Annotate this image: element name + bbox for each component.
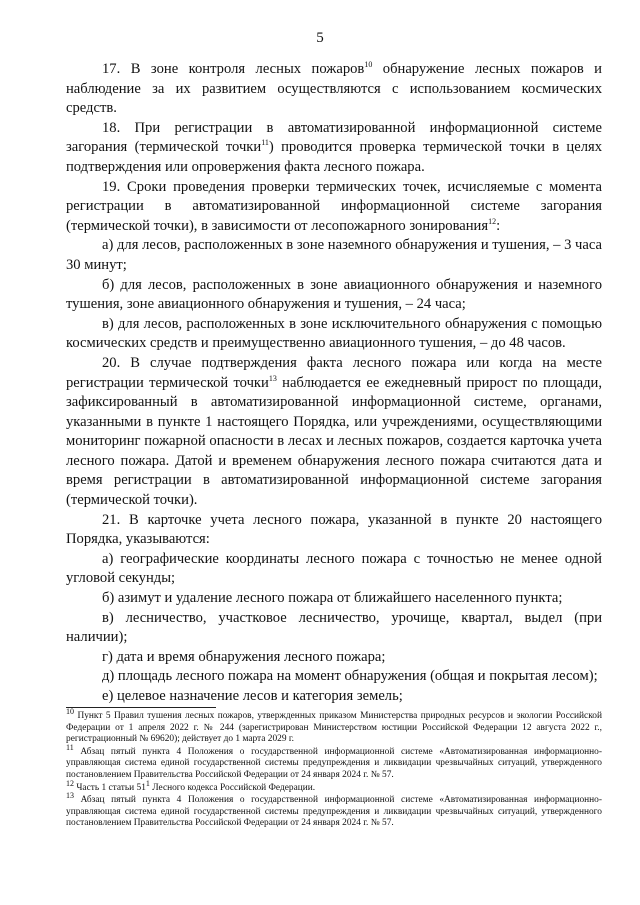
paragraph-text: обнаружение лесных пожаров и наблюдение за их развитием осуществляются с использованием космических средств. <box>66 61 602 117</box>
paragraph-21e <box>66 687 602 707</box>
paragraph-21a <box>66 550 602 589</box>
paragraph-19a <box>66 236 602 275</box>
paragraph-text: 19. Сроки проведения проверки термических точек, исчисляемые с момента регистрации в автоматизированной информационной системе загорания (термической точки), в зависимости от лесопожарного зонирования <box>66 178 602 234</box>
footnote-10 <box>66 706 602 746</box>
footnote-ref: 1 <box>145 778 150 788</box>
paragraph-21d <box>66 667 602 687</box>
paragraph-text: а) для лесов, расположенных в зоне наземного обнаружения и тушения, – 3 часа 30 минут; <box>66 237 602 273</box>
footnote-text: Лесного кодекса Российской Федерации. <box>149 782 316 793</box>
paragraph-21g <box>66 648 602 668</box>
footnote-mark: 11 <box>66 742 74 752</box>
footnote-text: Абзац пятый пункта 4 Положения о государственной информационной системе «Автоматизированная информационно-управляющая система единой государственной системы предупреждения и ликвидации чрезвычайных ситуаций, утвержденного постановлением Правительства Российской Федерации от 24 января 2024 г. № 57. <box>66 795 602 829</box>
body-text <box>66 60 602 707</box>
paragraph-21 <box>66 511 602 550</box>
paragraph-text: 17. В зоне контроля лесных пожаров <box>102 61 365 77</box>
paragraph-text: б) азимут и удаление лесного пожара от ближайшего населенного пункта; <box>102 590 563 607</box>
paragraph-text: 20. В случае подтверждения факта лесного пожара или когда на месте регистрации термической точки <box>66 354 602 391</box>
paragraph-text: а) географические координаты лесного пожара с точностью не менее одной угловой секунды; <box>66 550 602 587</box>
footnote-11 <box>66 742 602 782</box>
footnote-13 <box>66 791 602 830</box>
footnotes <box>66 706 602 831</box>
paragraph-text: в) для лесов, расположенных в зоне исключительного обнаружения с помощью космических средств и преимущественно авиационного тушения, – до 48 часов. <box>66 315 602 352</box>
paragraph-text: наблюдается ее ежедневный прирост по площади, зафиксированный в автоматизированной информационной системе, органами, указанными в пункте 1 настоящего Порядка, или учреждениями, осуществляющими мониторинг пожарной опасности в лесах и лесных пожаров, создается карточка учета лесного пожара. Датой и временем обнаружения лесного пожара считаются дата и время регистрации в автоматизированной информационной системе загорания (термической точки). <box>66 374 602 509</box>
footnote-ref: 12 <box>488 216 497 226</box>
footnote-ref: 11 <box>261 138 269 148</box>
paragraph-text: : <box>496 217 501 234</box>
footnote-ref: 10 <box>364 60 373 70</box>
paragraph-19v <box>66 315 602 354</box>
footnote-mark: 13 <box>66 791 74 801</box>
footnote-mark: 12 <box>66 778 74 788</box>
paragraph-text: в) лесничество, участковое лесничество, урочище, квартал, выдел (при наличии); <box>66 609 602 646</box>
paragraph-text: е) целевое назначение лесов и категория земель; <box>102 688 403 704</box>
paragraph-19b <box>66 276 602 315</box>
paragraph-text: б) для лесов, расположенных в зоне авиационного обнаружения и наземного тушения, зоне авиационного обнаружения и тушения, – 24 часа; <box>66 276 602 313</box>
paragraph-text: ) проводится проверка термической точки в целях подтверждения или опровержения факта лесного пожара. <box>66 139 603 175</box>
paragraph-text: 21. В карточке учета лесного пожара, указанной в пункте 20 настоящего Порядка, указываются: <box>66 511 602 548</box>
paragraph-text: 18. При регистрации в автоматизированной информационной системе загорания (термической точки <box>66 119 602 156</box>
paragraph-19 <box>66 178 602 237</box>
paragraph-21b <box>66 589 602 609</box>
footnote-divider <box>66 707 216 708</box>
paragraph-21v <box>66 609 602 648</box>
paragraph-18 <box>66 119 602 178</box>
paragraph-17 <box>66 60 602 119</box>
footnote-text: Часть 1 статьи 51 <box>74 782 146 793</box>
footnote-text: Пункт 5 Правил тушения лесных пожаров, утвержденных приказом Министерства природных ресурсов и экологии Российской Федерации от 1 апреля 2022 г. № 244 (зарегистрирован Министерством юстиции Российской Федерации 12 августа 2022 г., регистрационный № 69620); действует до 1 марта 2029 г. <box>66 711 602 745</box>
paragraph-20 <box>66 354 602 511</box>
footnote-text: Абзац пятый пункта 4 Положения о государственной информационной системе «Автоматизированная информационно-управляющая система единой государственной системы предупреждения и ликвидации чрезвычайных ситуаций, утвержденного постановлением Правительства Российской Федерации от 24 января 2024 г. № 57. <box>66 746 602 780</box>
paragraph-text: д) площадь лесного пожара на момент обнаружения (общая и покрытая лесом); <box>102 668 598 685</box>
footnote-mark: 10 <box>66 706 74 716</box>
footnote-12 <box>66 778 602 795</box>
page-number: 5 <box>316 30 324 46</box>
footnote-ref: 13 <box>268 373 277 383</box>
paragraph-text: г) дата и время обнаружения лесного пожара; <box>102 648 386 665</box>
